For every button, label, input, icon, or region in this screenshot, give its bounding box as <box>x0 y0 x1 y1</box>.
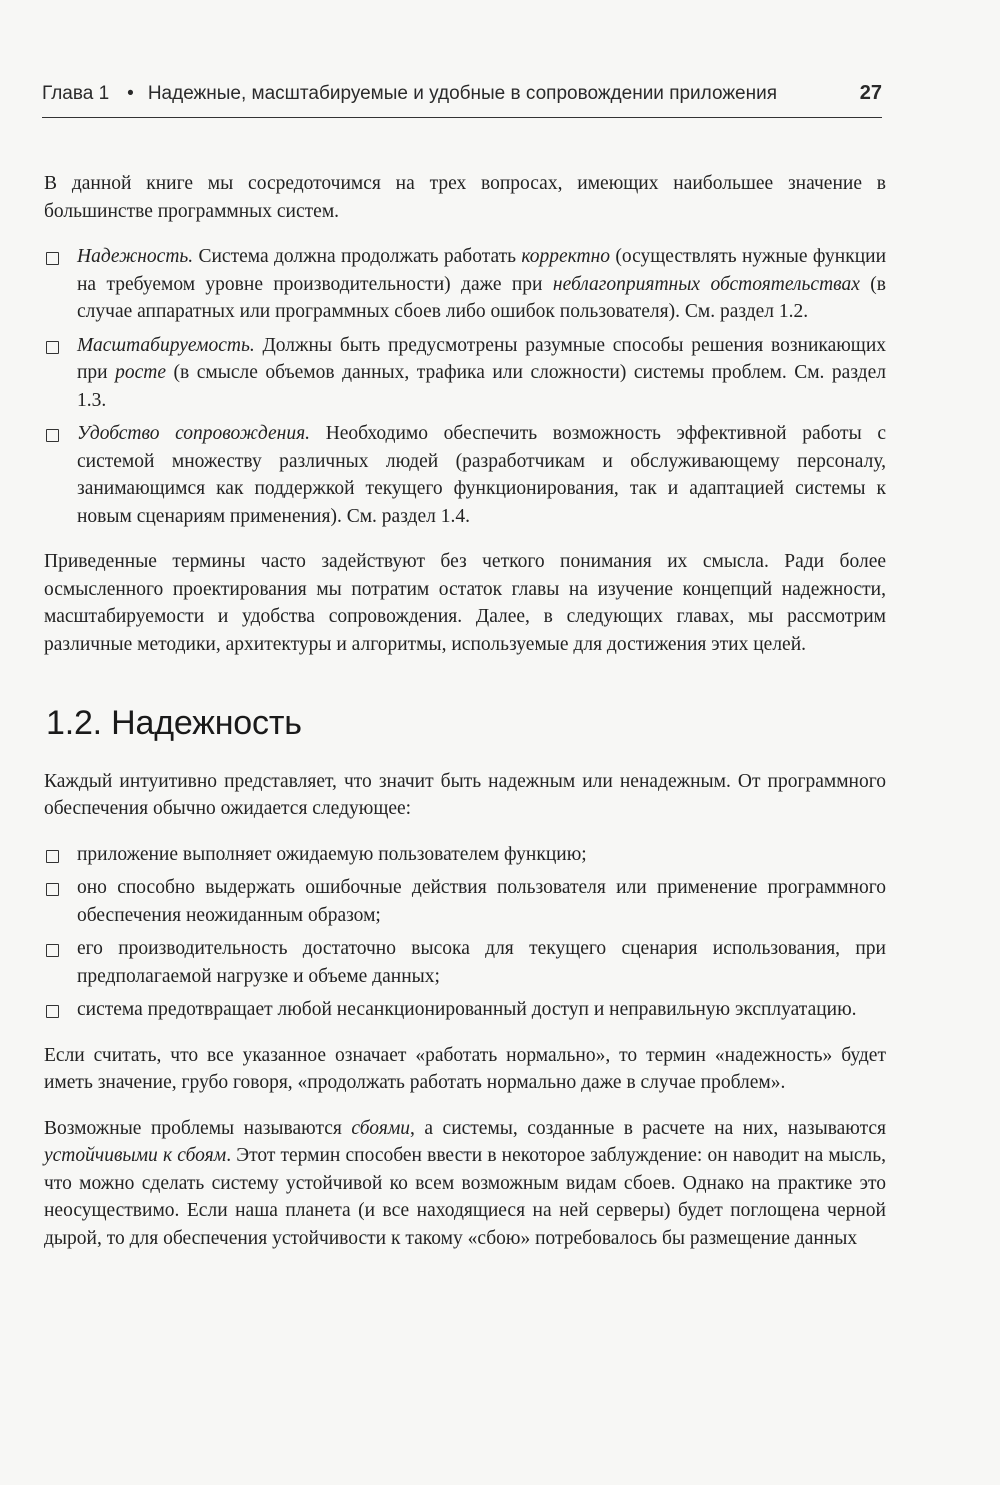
concern-scalability <box>44 332 886 415</box>
expectations-list <box>44 841 886 1024</box>
text: Необходимо обеспечить возможность эффективной работы с системой множеству различных людей (разработчикам и обслуживающему персоналу, занимающимся как поддержкой текущего функционирования, так и адаптацией системы к новым сценариям применения). См. раздел 1.4. <box>77 423 886 527</box>
text: (в случае аппаратных или программных сбоев либо ошибок пользователя). См. раздел 1.2. <box>77 273 886 322</box>
running-header-left <box>42 83 777 105</box>
chapter-label: Глава 1 <box>42 83 110 104</box>
summary-paragraph: Приведенные термины часто задействуют без четкого понимания их смысла. Ради более осмысленного проектирования мы потратим остаток главы на изучение концепций надежности, масштабируемости и удобства сопровождения. Далее, в следующих главах, мы рассмотрим различные методики, архитектуры и алгоритмы, используемые для достижения этих целей. <box>44 551 886 655</box>
header-rule <box>42 117 882 118</box>
page-number: 27 <box>859 82 882 104</box>
intro-paragraph: В данной книге мы сосредоточимся на трех вопросах, имеющих наибольшее значение в большинстве программных систем. <box>44 173 886 222</box>
text: , а системы, созданные в расчете на них, называются <box>410 1117 886 1139</box>
term: Надежность. <box>77 246 194 267</box>
concerns-list <box>44 243 886 530</box>
text: Возможные проблемы называются <box>44 1117 352 1139</box>
concern-reliability <box>44 243 886 326</box>
section-paragraph-1: Каждый интуитивно представляет, что значит быть надежным или ненадежным. От программного обеспечения обычно ожидается следующее: <box>44 770 886 819</box>
text: . Этот термин способен ввести в некоторое заблуждение: он наводит на мысль, что можно сделать систему устойчивой ко всем возможным видам сбоев. Однако на практике это неосуществимо. Если наша планета (и все находящиеся на ней серверы) будет поглощена черной дырой, то для обеспечения устойчивости к такому «сбою» потребовалось бы размещение данных <box>44 1145 886 1249</box>
running-header <box>42 82 882 105</box>
emphasis: устойчивыми к сбоям <box>44 1145 227 1166</box>
section-paragraph-2: Если считать, что все указанное означает «работать нормально», то термин «надежность» будет иметь значение, грубо говоря, «продолжать работать нормально даже в случае проблем». <box>44 1044 886 1093</box>
list-item: его производительность достаточно высока для текущего сценария использования, при предполагаемой нагрузке и объеме данных; <box>44 935 886 990</box>
section-paragraph-3 <box>44 1115 886 1253</box>
text: (осуществлять нужные функции на требуемом уровне производительности) даже при <box>77 246 887 295</box>
section-heading: 1.2. Надежность <box>46 704 302 742</box>
emphasis: сбоями <box>351 1117 411 1139</box>
text: Должны быть предусмотрены разумные способы решения возникающих при <box>77 334 886 383</box>
list-item: приложение выполняет ожидаемую пользователем функцию; <box>44 841 886 869</box>
emphasis: росте <box>115 362 167 383</box>
text: Система должна продолжать работать <box>193 246 522 267</box>
term: Удобство сопровождения. <box>77 423 311 444</box>
list-item: система предотвращает любой несанкционированный доступ и неправильную эксплуатацию. <box>44 996 886 1024</box>
text: (в смысле объемов данных, трафика или сложности) системы проблем. См. раздел 1.3. <box>77 362 886 411</box>
list-item: оно способно выдержать ошибочные действия пользователя или применение программного обеспечения неожиданным образом; <box>44 874 886 929</box>
page-body <box>44 170 886 1252</box>
concern-maintainability <box>44 420 886 530</box>
emphasis: неблагоприятных обстоятельствах <box>552 273 860 295</box>
term: Масштабируемость. <box>77 334 255 356</box>
header-bullet: • <box>127 83 134 104</box>
chapter-title: Надежные, масштабируемые и удобные в сопровождении приложения <box>147 83 777 104</box>
emphasis: корректно <box>521 246 611 267</box>
